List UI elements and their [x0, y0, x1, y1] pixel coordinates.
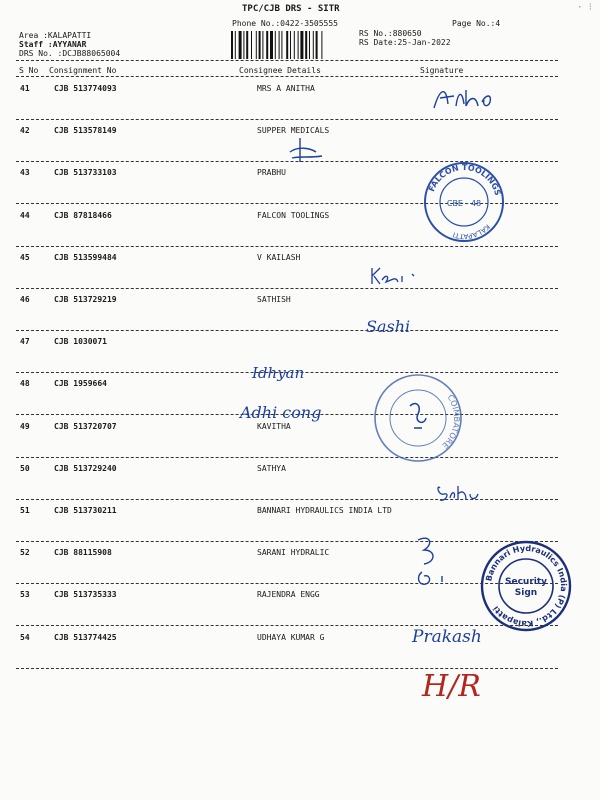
signature-row45 [368, 264, 428, 288]
row-number: 46 [20, 295, 30, 304]
sheet-title: TPC/CJB DRS - SITR [242, 4, 340, 14]
consignee-name: UDHAYA KUMAR G [257, 632, 325, 642]
column-signature: Signature [420, 66, 464, 75]
drs-number: DRS No. :DCJB88065004 [19, 49, 121, 58]
consignment-number: CJB 513733103 [54, 168, 117, 178]
consignee-name: BANNARI HYDRAULICS INDIA LTD [257, 506, 392, 515]
consignment-number: CJB 513774425 [54, 632, 117, 642]
svg-text:COIMBATORE: COIMBATORE [440, 393, 462, 451]
coimbatore-stamp [370, 370, 466, 466]
consignee-name: FALCON TOOLINGS [257, 210, 330, 220]
consignee-name: PRABHU [257, 168, 286, 178]
row-number: 51 [20, 506, 30, 515]
falcon-toolings-stamp [422, 160, 506, 244]
consignment-number: CJB 88115908 [54, 548, 112, 558]
svg-text:Security: Security [504, 577, 548, 587]
signature-row51-52 [412, 532, 458, 592]
column-sno: S No [19, 66, 39, 75]
svg-text:Adhi cong: Adhi cong [240, 403, 322, 422]
svg-text:FALCON TOOLINGS: FALCON TOOLINGS [427, 162, 503, 197]
row-number: 47 [20, 337, 30, 347]
consignment-number: CJB 513735333 [54, 590, 117, 600]
rs-number: RS No.:880650 [359, 29, 422, 38]
svg-text:Bannari Hydraulics India (P) L: Bannari Hydraulics India (P) Ltd., Kalapatti [484, 543, 569, 629]
signature-row50 [434, 480, 494, 506]
row-divider [16, 246, 558, 247]
row-number: 53 [20, 590, 30, 600]
row-number: 42 [20, 126, 30, 136]
row-divider [16, 457, 558, 458]
consignee-name: SARANI HYDRALIC [257, 548, 330, 558]
svg-text:Sashi: Sashi [366, 317, 411, 336]
consignment-number: CJB 513599484 [54, 252, 117, 262]
svg-text:Idhyan: Idhyan [252, 364, 305, 382]
divider [16, 60, 558, 61]
row-divider [16, 330, 558, 331]
consignment-number: CJB 513729240 [54, 463, 117, 473]
signature-row48 [238, 396, 348, 428]
row-divider [16, 119, 558, 120]
consignee-name: SATHYA [257, 463, 286, 473]
consignment-number: CJB 1030071 [54, 337, 107, 347]
consignment-number: CJB 513730211 [54, 506, 117, 515]
signature-row46 [364, 310, 444, 340]
row-number: 49 [20, 421, 30, 431]
consignment-number: CJB 513578149 [54, 126, 117, 136]
consignment-number: CJB 513720707 [54, 421, 117, 431]
row-divider [16, 583, 558, 584]
row-number: 45 [20, 252, 30, 262]
consignee-name: SATHISH [257, 295, 291, 304]
svg-text:Sign: Sign [514, 588, 538, 598]
column-consignment: Consignment No [49, 66, 117, 75]
divider [16, 76, 558, 77]
row-number: 41 [20, 84, 30, 93]
staff-label: Staff :AYYANAR [19, 40, 87, 49]
signature-row47 [250, 358, 340, 386]
svg-text:Prakash: Prakash [412, 627, 482, 647]
consignee-name: RAJENDRA ENGG [257, 590, 320, 600]
svg-text:KALAPATTI: KALAPATTI [451, 222, 492, 241]
row-divider [16, 541, 558, 542]
signature-row54 [420, 664, 510, 704]
row-number: 50 [20, 463, 30, 473]
row-number: 52 [20, 548, 30, 558]
row-number: 48 [20, 379, 30, 389]
row-number: 44 [20, 210, 30, 220]
consignee-name: V KAILASH [257, 252, 301, 262]
consignment-number: CJB 513774093 [54, 84, 117, 93]
row-divider [16, 288, 558, 289]
consignment-number: CJB 1959664 [54, 379, 107, 389]
column-consignee: Consignee Details [239, 66, 321, 75]
page-number: Page No.:4 [452, 19, 501, 28]
corner-mark: · ⁝ [576, 2, 592, 13]
consignee-name: MRS A ANITHA [257, 84, 315, 93]
row-number: 54 [20, 632, 30, 642]
bannari-hydraulics-stamp [478, 538, 574, 634]
svg-text:H/R: H/R [422, 669, 481, 704]
consignment-number: CJB 513729219 [54, 295, 117, 304]
row-number: 43 [20, 168, 30, 178]
barcode [230, 31, 348, 59]
consignee-name: KAVITHA [257, 421, 291, 431]
phone-number: Phone No.:0422-3505555 [232, 19, 338, 28]
consignee-name: SUPPER MEDICALS [257, 126, 330, 136]
svg-text:CBE - 48: CBE - 48 [446, 199, 482, 208]
signature-row41 [430, 82, 500, 116]
rs-date: RS Date:25-Jan-2022 [359, 38, 451, 47]
consignment-number: CJB 87818466 [54, 210, 112, 220]
signature-row42 [286, 136, 326, 166]
area-label: Area :KALAPATTI [19, 31, 92, 40]
